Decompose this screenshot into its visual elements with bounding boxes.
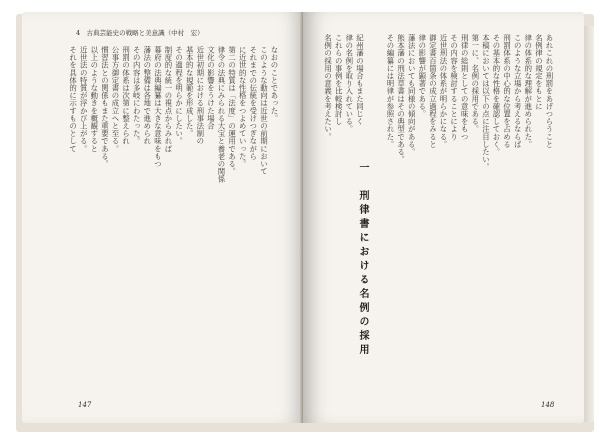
text-column: 近世刑法の体系が明らかになる。: [439, 34, 448, 148]
text-column: このような動向は近世の前期において: [259, 46, 269, 176]
text-column: 以上のような動きを概観すると: [89, 46, 99, 153]
text-column: 紀州藩の場合もまた同じく: [355, 34, 365, 126]
section-heading: 一 刑律書における名例の採用: [357, 162, 368, 358]
text-column: このような立場から考えるならば: [513, 34, 523, 148]
text-column: 藩法においても同様の傾向がある。: [407, 34, 417, 156]
right-page: [303, 12, 584, 423]
text-column: 律令の法典にみられる大宝と養老の関係: [217, 46, 226, 183]
text-column: 藩法の整備は各地で進められ: [142, 46, 152, 145]
text-column: 律の体系的な理解が進められた。: [523, 34, 533, 148]
text-column: 熊本藩の刑法草書はその典型である。: [396, 34, 406, 164]
text-column: 刑罰体系の中心的な位置を占める: [502, 34, 512, 148]
text-column: に近世的な性格をつよめていった。: [238, 46, 248, 168]
text-column: これらの事例を比較検討し: [334, 34, 344, 126]
left-page: [22, 12, 305, 423]
text-column: 近世法の特質が浮かび上がる。: [79, 46, 89, 153]
page-block-edge: [583, 26, 594, 422]
text-column: 本稿においては以下の点に注目したい。: [481, 34, 491, 171]
text-column: 御定書百箇条の成立過程をみると: [428, 34, 438, 148]
text-column: 第二の特質は「法度」の運用である。: [227, 46, 237, 176]
text-column: その編纂には明律が参照された。: [386, 34, 395, 148]
text-column: 名例律の規定をもとに: [534, 34, 544, 110]
text-column: その過程を明らかにしたい。: [174, 46, 184, 145]
text-column: 慣習法との関係もまた重要である。: [100, 46, 110, 168]
text-column: それまでの伝統を受けつぎながら: [248, 46, 258, 160]
text-column: 刑罰の体系は次第に整えられ: [121, 46, 131, 145]
text-column: その内容は多岐にわたった。: [132, 46, 142, 145]
text-column: 律の影響が顕著である。: [417, 34, 427, 118]
text-column: なおのことであった。: [270, 46, 279, 122]
text-column: あれこれの刑罰をあげつらうこと: [545, 34, 554, 148]
text-column: それを具体的に示すものとして: [68, 46, 78, 153]
text-column: 制度的な統一の視点からみれば: [164, 46, 173, 153]
text-column: 幕府の法典編纂は大きな意味をもつ: [153, 46, 163, 168]
text-column: 近世初期における刑事法制の: [195, 46, 205, 145]
text-column: 第一に、名例の採用である。: [470, 34, 480, 133]
text-column: 律の名例を取り入れている。: [344, 34, 354, 133]
text-column: 基本的な規範を形成した。: [185, 46, 195, 138]
text-column: 刑律の総則としての意味をもつ: [460, 34, 470, 141]
running-header: 4 古典芸能史の戦略と美意識（中村 宏）: [76, 29, 204, 37]
text-column: その基本的な性格を確認しておく。: [492, 34, 501, 156]
text-column: 公事方御定書の成立へと至る。: [111, 46, 120, 153]
text-column: その内容を検討することにより: [449, 34, 459, 141]
page-number-left: 147: [78, 401, 92, 409]
text-column: 名例の採用の意義を考えたい。: [323, 34, 333, 141]
text-column: 文化の影響をうけた場合: [206, 46, 216, 130]
page-number-right: 148: [541, 401, 555, 409]
